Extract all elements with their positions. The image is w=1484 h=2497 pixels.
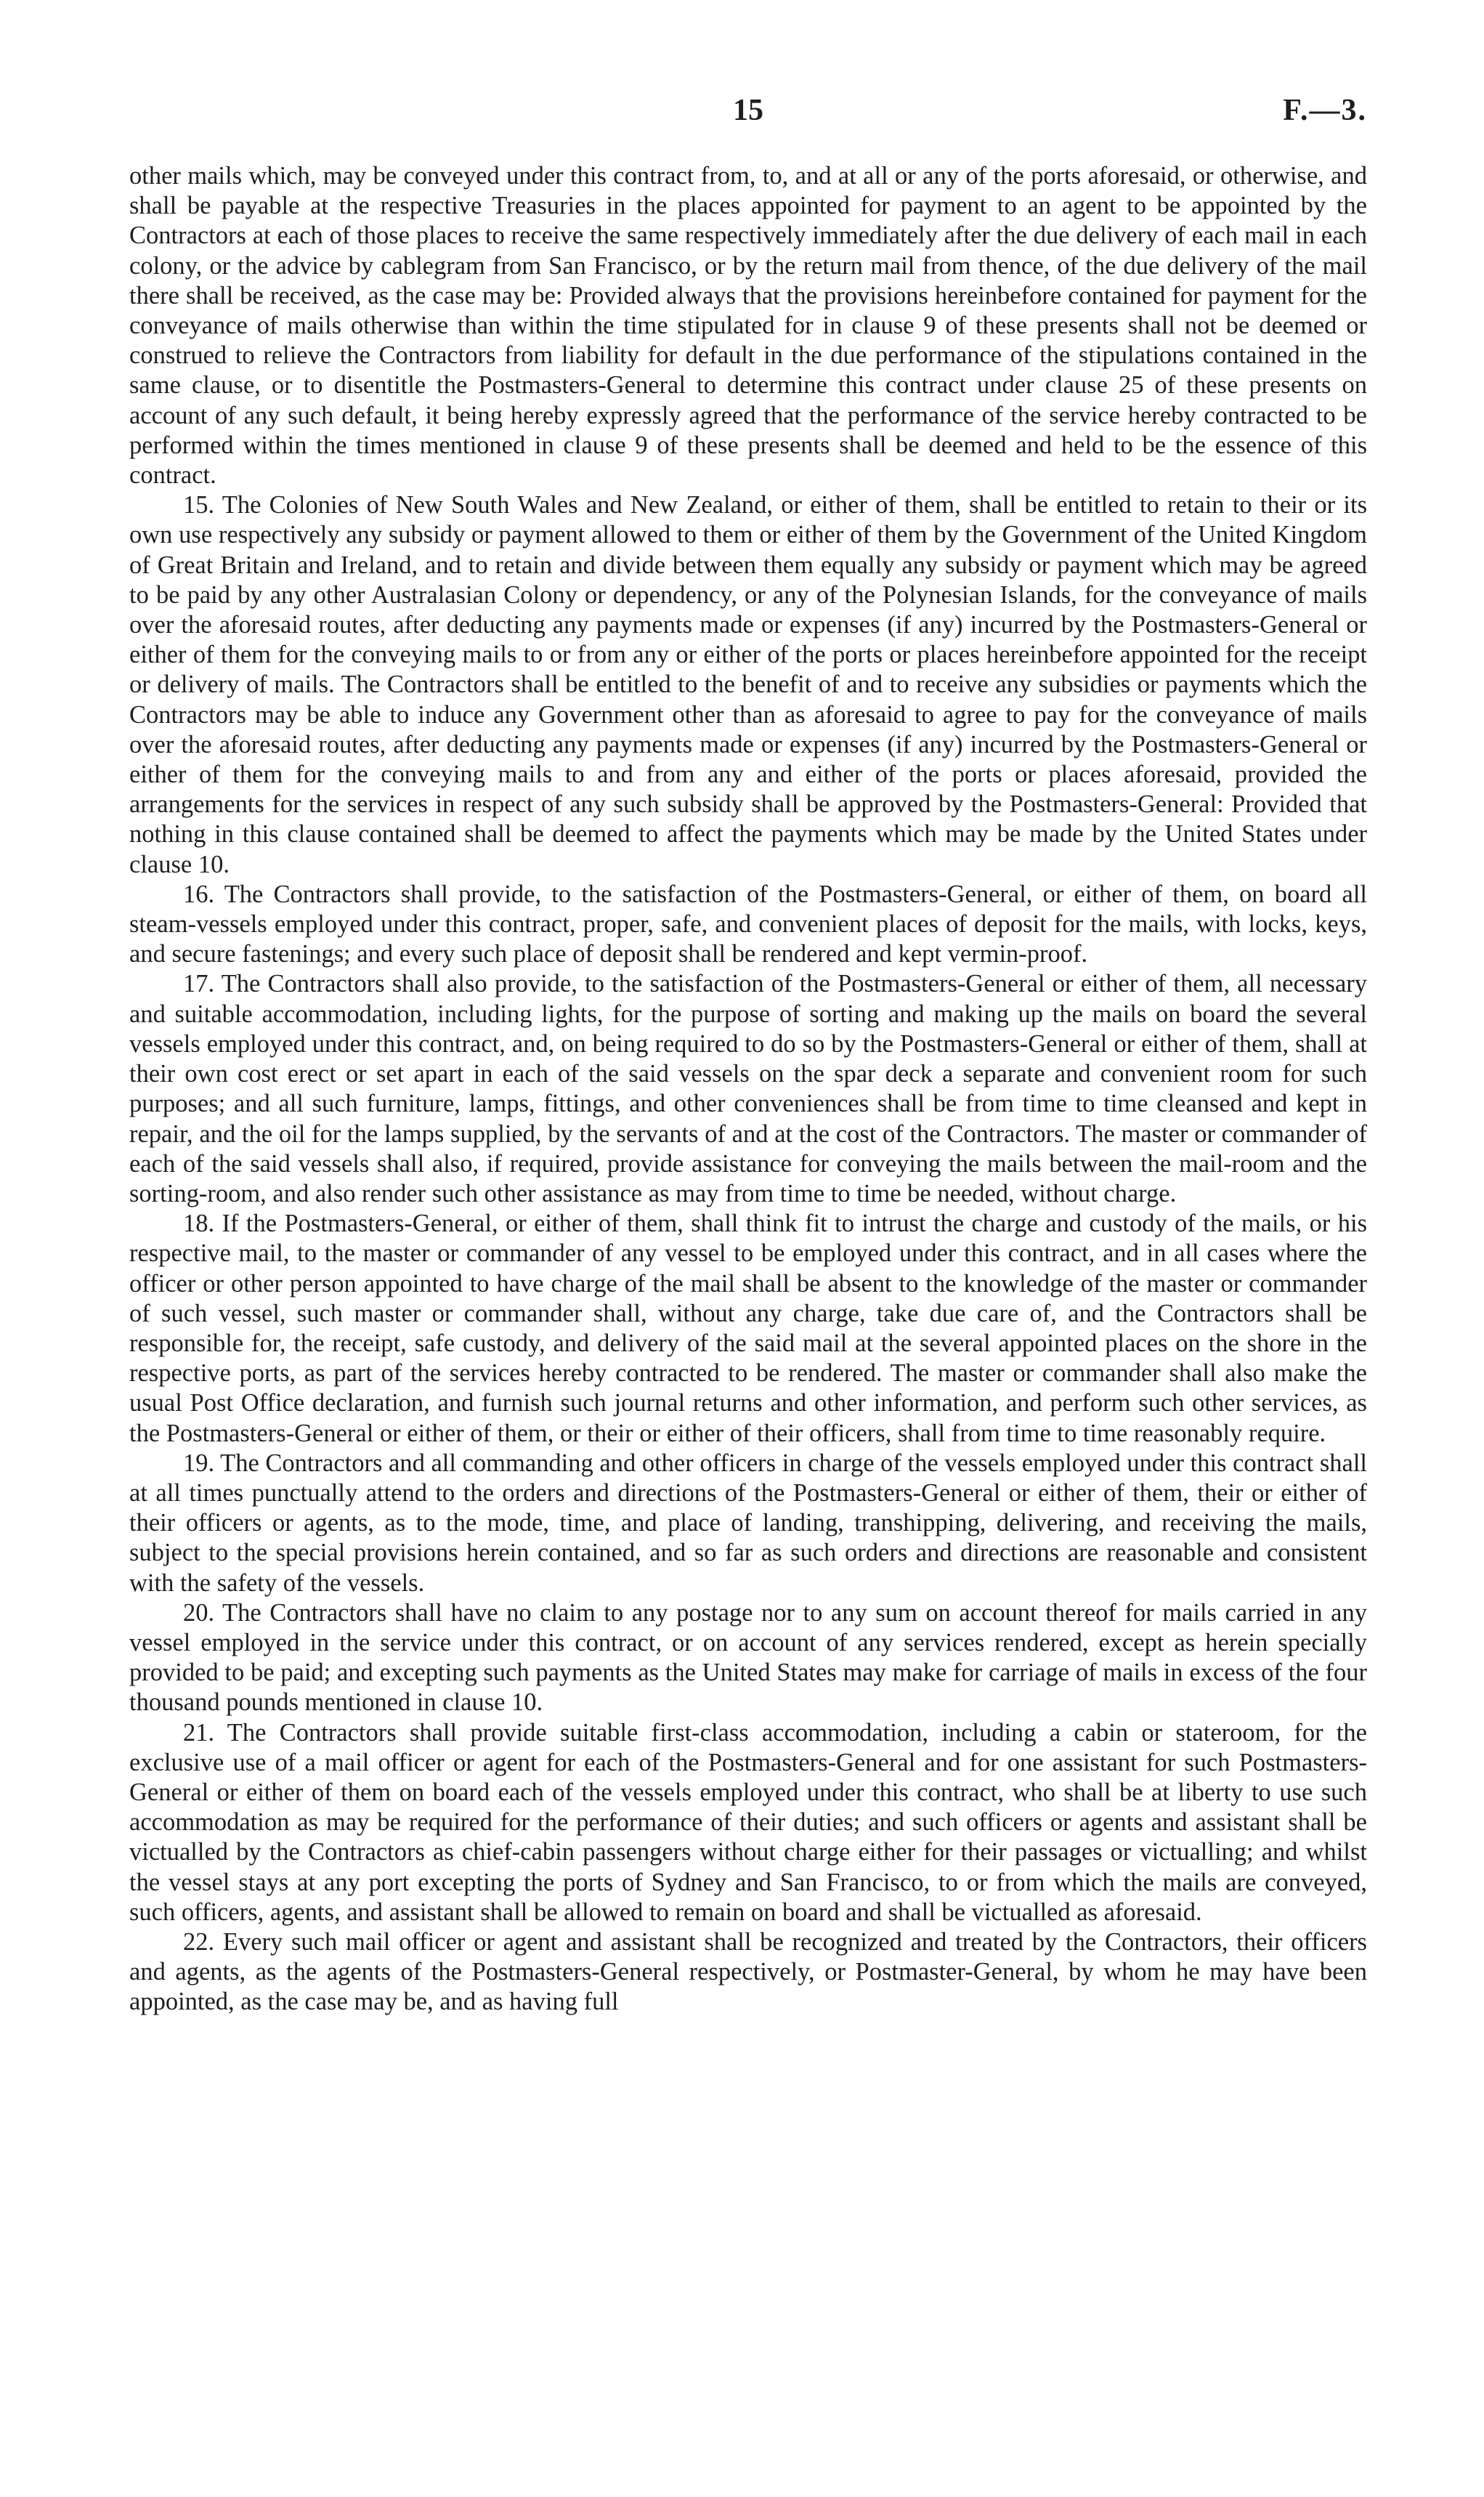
clause-15: 15. The Colonies of New South Wales and New Zealand, or either of them, shall be entitled to retain to their or its own use respectively any subsidy or payment allowed to them or either of them by the Government of the United Kingdom of Great Britain and Ireland, and to retain and divide between them equally any subsidy or payment which may be agreed to be paid by any other Australasian Colony or dependency, or any of the Polynesian Islands, for the conveyance of mails over the aforesaid routes, after deducting any payments made or expenses (if any) incurred by the Postmasters-General or either of them for the conveying mails to or from any or either of the ports or places hereinbefore appointed for the receipt or delivery of mails. The Contractors shall be entitled to the benefit of and to receive any subsidies or payments which the Contractors may be able to induce any Government other than as aforesaid to agree to pay for the conveyance of mails over the aforesaid routes, after deducting any payments made or expenses (if any) incurred by the Postmasters-General or either of them for the conveying mails to and from any and either of the ports or places aforesaid, provided the arrangements for the services in respect of any such subsidy shall be approved by the Postmasters-General: Provided that nothing in this clause contained shall be deemed to affect the payments which may be made by the United States under clause 10. [129,491,1367,878]
clause-20: 20. The Contractors shall have no claim to any postage nor to any sum on account thereof for mails carried in any vessel employed in the service under this contract, or on account of any services rendered, except as herein specially provided to be paid; and excepting such payments as the United States may make for carriage of mails in excess of the four thousand pounds mentioned in clause 10. [129,1598,1367,1717]
page-number: 15 [733,94,763,127]
clause-21: 21. The Contractors shall provide suitable first-class accommodation, including a cabin or stateroom, for the exclusive use of a mail officer or agent for each of the Postmasters-General and for one assistant for such Postmasters-General or either of them on board each of the vessels employed under this contract, who shall be at liberty to use such accommodation as may be required for the performance of their duties; and such officers or agents and assistant shall be victualled by the Contractors as chief-cabin passengers without charge either for their passages or victualling; and whilst the vessel stays at any port excepting the ports of Sydney and San Francisco, to or from which the mails are conveyed, such officers, agents, and assistant shall be allowed to remain on board and shall be victualled as aforesaid. [129,1718,1367,1926]
clause-16: 16. The Contractors shall provide, to the satisfaction of the Postmasters-General, or either of them, on board all steam-vessels employed under this contract, proper, safe, and convenient places of deposit for the mails, with locks, keys, and secure fastenings; and every such place of deposit shall be rendered and kept vermin-proof. [129,880,1367,968]
page-header [129,93,1367,137]
clause-19: 19. The Contractors and all commanding and other officers in charge of the vessels employed under this contract shall at all times punctually attend to the orders and directions of the Postmasters-General or either of them, their or either of their officers or agents, as to the mode, time, and place of landing, transhipping, delivering, and receiving the mails, subject to the special provisions herein contained, and so far as such orders and directions are reasonable and consistent with the safety of the vessels. [129,1449,1367,1597]
document-body [129,161,1367,2018]
document-reference: F.—3. [1283,94,1367,127]
clause-17: 17. The Contractors shall also provide, to the satisfaction of the Postmasters-General or either of them, all necessary and suitable accommodation, including lights, for the purpose of sorting and making up the mails on board the several vessels employed under this contract, and, on being required to do so by the Postmasters-General or either of them, shall at their own cost erect or set apart in each of the said vessels on the spar deck a separate and convenient room for such purposes; and all such furniture, lamps, fittings, and other conveniences shall be from time to time cleansed and kept in repair, and the oil for the lamps supplied, by the servants of and at the cost of the Contractors. The master or commander of each of the said vessels shall also, if required, provide assistance for conveying the mails between the mail-room and the sorting-room, and also render such other assistance as may from time to time be needed, without charge. [129,970,1367,1207]
clause-22: 22. Every such mail officer or agent and assistant shall be recognized and treated by the Contractors, their officers and agents, as the agents of the Postmasters-General respectively, or Postmaster-General, by whom he may have been appointed, as the case may be, and as having full [129,1927,1367,2016]
clause-18: 18. If the Postmasters-General, or either of them, shall think fit to intrust the charge and custody of the mails, or his respective mail, to the master or commander of any vessel to be employed under this contract, and in all cases where the officer or other person appointed to have charge of the mail shall be absent to the knowledge of the master or commander of such vessel, such master or commander shall, without any charge, take due care of, and the Contractors shall be responsible for, the receipt, safe custody, and delivery of the said mail at the several appointed places on the shore in the respective ports, as part of the services hereby contracted to be rendered. The master or commander shall also make the usual Post Office declaration, and furnish such journal returns and other information, and perform such other services, as the Postmasters-General or either of them, or their or either of their officers, shall from time to time reasonably require. [129,1210,1367,1447]
paragraph-continuation: other mails which, may be conveyed under this contract from, to, and at all or any of the ports aforesaid, or otherwise, and shall be payable at the respective Treasuries in the places appointed for payment to an agent to be appointed by the Contractors at each of those places to receive the same respectively immediately after the due delivery of each mail in each colony, or the advice by cablegram from San Francisco, or by the return mail from thence, of the due delivery of the mail there shall be received, as the case may be: Provided always that the provisions hereinbefore contained for payment for the conveyance of mails otherwise than within the time stipulated for in clause 9 of these presents shall not be deemed or construed to relieve the Contractors from liability for default in the due performance of the stipulations contained in the same clause, or to disentitle the Postmasters-General to determine this contract under clause 25 of these presents on account of any such default, it being hereby expressly agreed that the performance of the service hereby contracted to be performed within the times mentioned in clause 9 of these presents shall be deemed and held to be the essence of this contract. [129,162,1367,490]
